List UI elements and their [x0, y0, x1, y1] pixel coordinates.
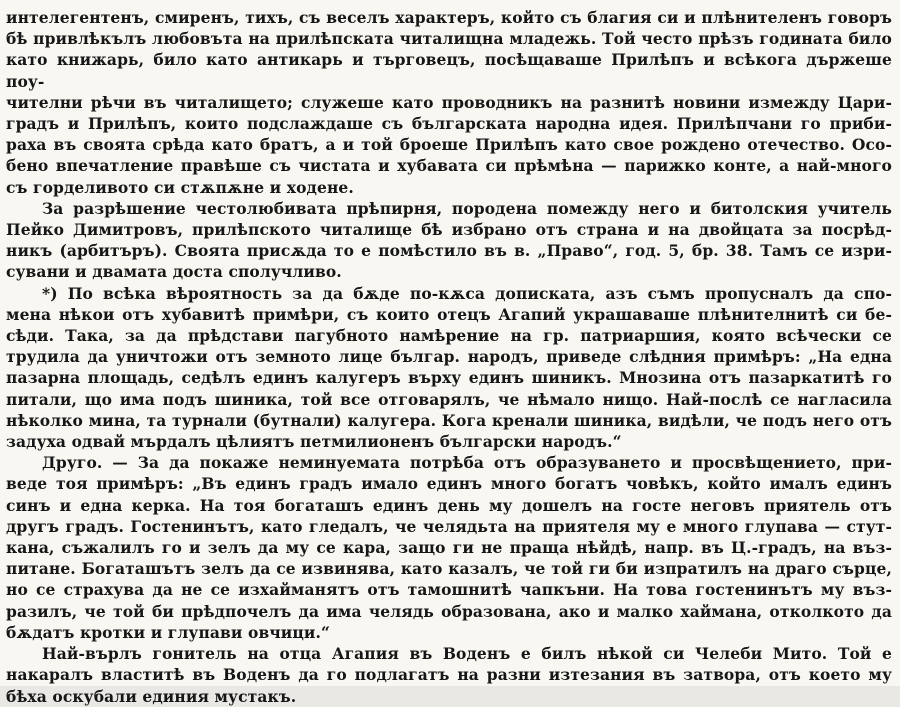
text-line: мена нѣкои отъ хубавитѣ примѣри, съ които отецъ Агапий украшаваше плѣнителнитѣ си бе- [6, 304, 892, 324]
text-line: другъ градъ. Гостенинътъ, като гледалъ, че челядьта на приятеля му е много глупава — стут- [6, 516, 892, 536]
text-line: чителни рѣчи въ читалището; служеше като проводникъ на разнитѣ новини измежду Цари- [6, 92, 892, 112]
text-line: За разрѣшение честолюбивата прѣпирня, породена помежду него и битолския учитель [42, 198, 892, 218]
text-line: раха въ своята срѣда като братъ, а и той броеше Прилѣпъ като свое рождено отечество. Осо- [6, 135, 892, 155]
text-line: съ горделивото си стѫпѫне и ходене. [6, 177, 354, 197]
text-line: като книжарь, било като антикарь и търговецъ, посѣщаваше Прилѣпъ и всѣкога държеше поу- [6, 50, 892, 91]
text-line: нѣколко мина, та турнали (бутнали) калугера. Кога кренали шиника, видѣли, че подъ него отъ [6, 410, 892, 430]
text-line: Най-върлъ гонитель на отца Агапия въ Воденъ е билъ нѣкой си Челеби Мито. Той е [42, 644, 892, 664]
paragraph [6, 198, 892, 283]
text-line: питане. Богаташътъ зелъ да се извинява, като казалъ, че той ги би изпратилъ на драго сърце, [6, 559, 892, 579]
text-line: бѫдатъ кротки и глупави овчици.“ [6, 622, 331, 642]
text-line: накаралъ властитѣ въ Воденъ да го подлагатъ на разни изтезания въ затвора, отъ което му [6, 665, 892, 685]
text-line: разилъ, че той би прѣдпочелъ да има челядь образована, ако и малко хаймана, отколкото да [6, 601, 892, 621]
text-line: Пейко Димитровъ, прилѣпското читалище бѣ избрано отъ страна и на двойцата за посрѣд- [6, 220, 892, 240]
paragraph [6, 643, 892, 707]
text-line: синъ и една керка. На тоя богаташъ единъ день му дошелъ на госте неговъ приятель отъ [6, 495, 892, 515]
text-line: веде тоя примѣръ: „Въ единъ градъ имало единъ много богатъ човѣкъ, който ималъ единъ [6, 474, 892, 494]
text-line: интелегентенъ, смиренъ, тихъ, съ веселъ характеръ, който съ благия си и плѣнителенъ говоръ [6, 8, 892, 27]
text-line: Друго. — За да покаже неминуемата потрѣба отъ образуването и просвѣщението, при- [42, 453, 892, 473]
footnote-paragraph [6, 283, 892, 453]
text-line: бено впечатление правѣше съ чистата и хубавата си прѣмѣна — парижко конте, а най-много [6, 156, 892, 176]
text-line: сѣди. Така, за да прѣдстави пагубното намѣрение на гр. патриаршия, която всѣчески се [6, 326, 892, 346]
text-line: задуха одвай мърдалъ цѣлиятъ петмилионенъ български народъ.“ [6, 432, 622, 452]
text-line: никъ (арбитъръ). Своята присѫда то е помѣстило въ в. „Право“, год. 5, бр. 38. Тамъ се изри- [6, 241, 892, 261]
text-line: сувани и двамата доста сполучливо. [6, 262, 342, 282]
text-line: трудила да уничтожи отъ земното лице българ. народъ, приведе слѣдния примѣръ: „На една [6, 347, 892, 367]
text-line: но се страхува да не се изхайманятъ отъ тамошнитѣ чапкъни. На това гостенинътъ му въз- [6, 580, 892, 600]
text-line: питали, що има подъ шиника, той все отговарялъ, че нѣмало нищо. Най-послѣ се нагласила [6, 389, 892, 409]
paragraph-continuation [6, 7, 892, 198]
text-line: градъ и Прилѣпъ, които подслаждаше съ българската народна идея. Прилѣпчани го приби- [6, 114, 892, 134]
text-line: кана, съжалилъ го и зелъ да му се кара, защо ги не праща нѣйдѣ, напр. въ Ц.-градъ, на въз- [6, 538, 892, 558]
text-line: бѣха оскубали единия мустакъ. [6, 686, 297, 706]
text-line: бѣ привлѣкълъ любовъта на прилѣпската читалищна младежь. Той често прѣзъ годината било [6, 29, 892, 49]
paragraph [6, 452, 892, 643]
text-line: пазарна площадь, седѣлъ единъ калугеръ върху единъ шиникъ. Мнозина отъ пазаркатитѣ го [6, 368, 892, 388]
text-line: *) По всѣка вѣроятность за да бѫде по-кѫса дописката, азъ съмъ пропусналъ да спо- [42, 283, 892, 303]
